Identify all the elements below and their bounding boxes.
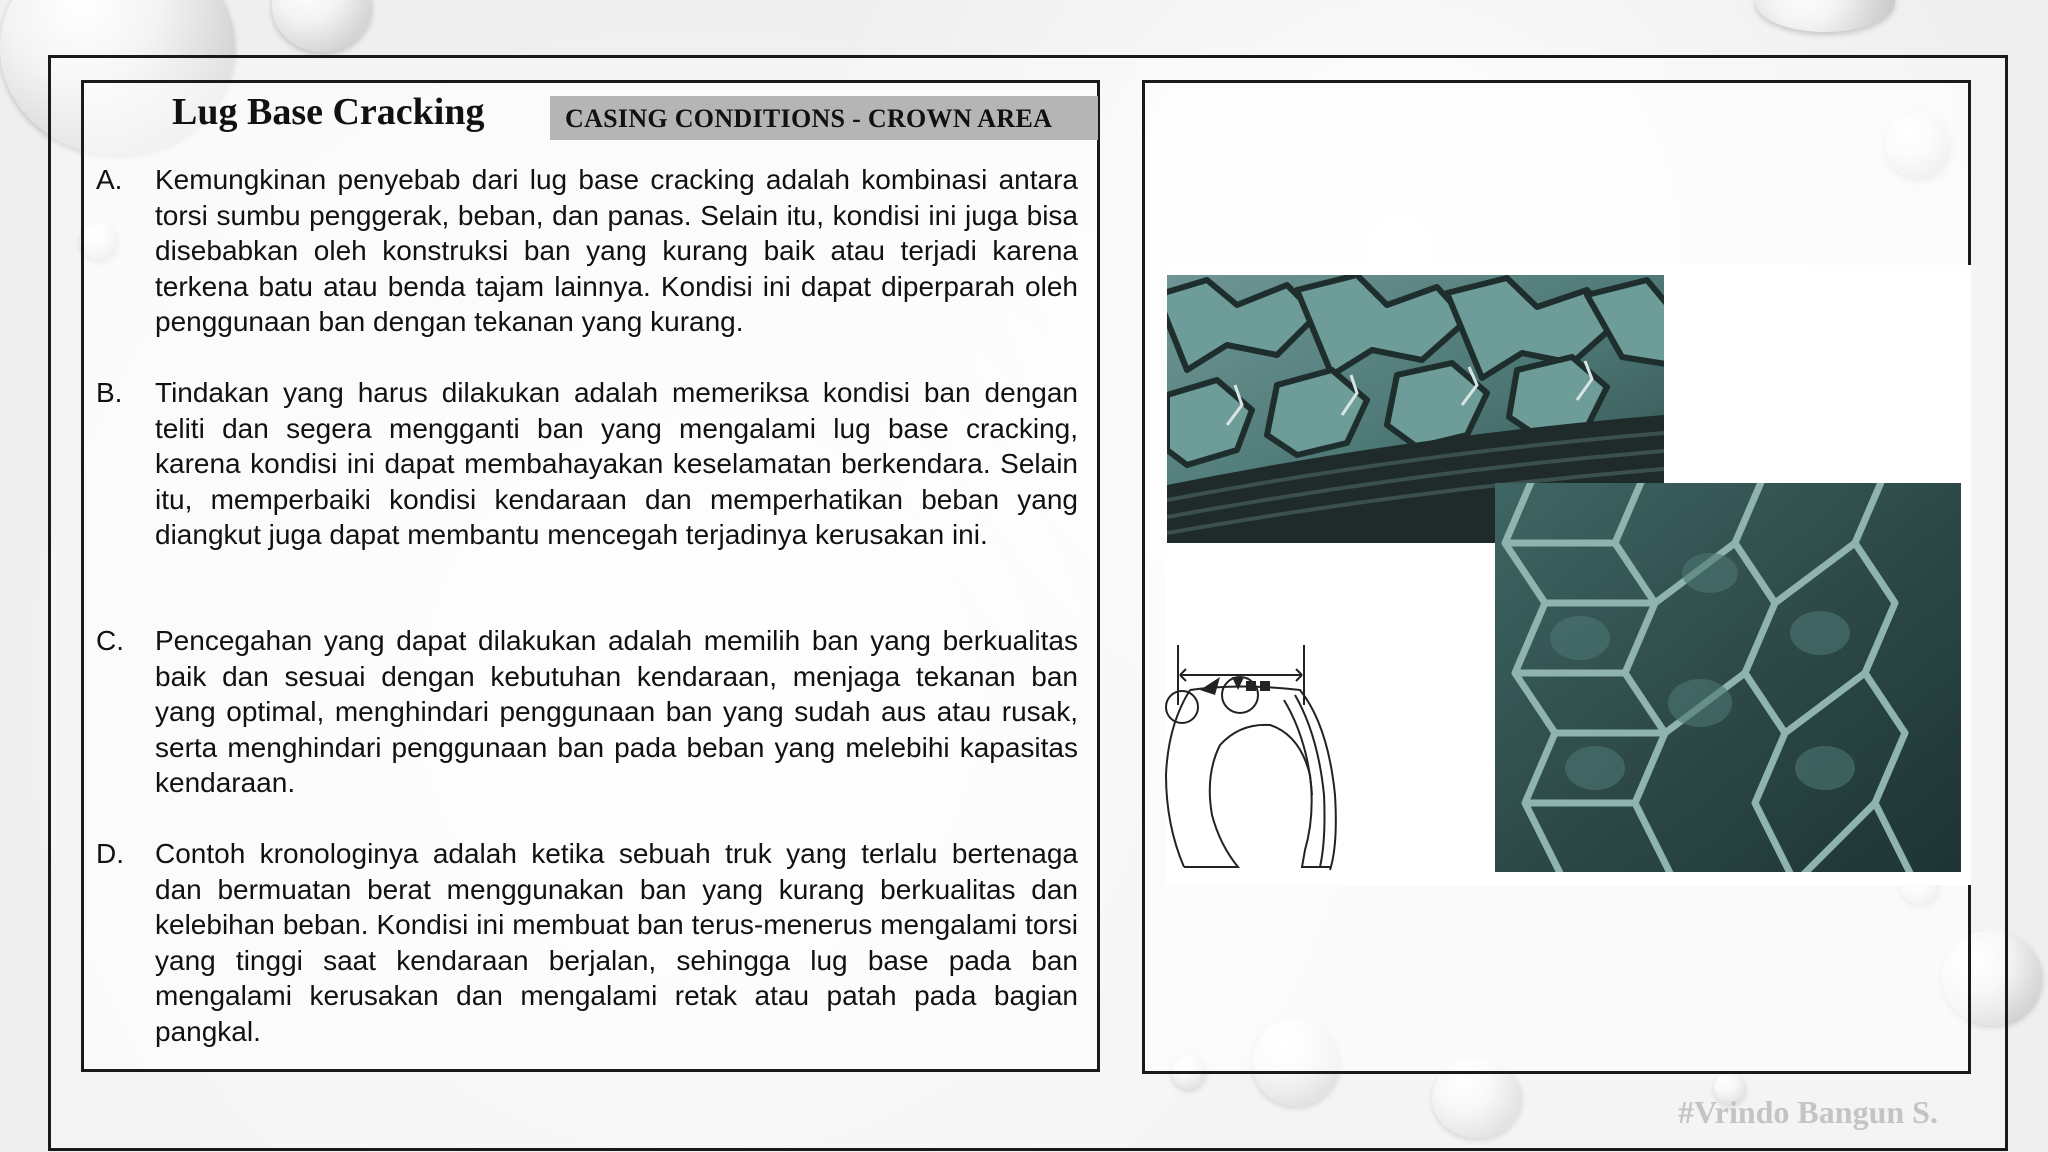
cross-section-graphic — [1160, 645, 1350, 875]
author-watermark: #Vrindo Bangun S. — [1678, 1094, 1938, 1130]
list-item-letter: B. — [96, 377, 123, 408]
section-header-tag — [550, 96, 1098, 140]
list-item-letter: A. — [96, 164, 123, 195]
list-item-text: Kemungkinan penyebab dari lug base cracking adalah kombinasi antara torsi sumbu penggerak, beban, dan panas. Selain itu, kondisi ini juga bisa disebabkan oleh konstruksi ban yang kurang baik atau terjadi karena terkena batu atau benda tajam lainnya. Kondisi ini dapat diperparah oleh penggunaan ban dengan tekanan yang kurang. — [155, 164, 1078, 337]
list-item-letter: C. — [96, 625, 124, 656]
section-header-label: CASING CONDITIONS - CROWN AREA — [565, 104, 1053, 133]
list-item-text: Pencegahan yang dapat dilakukan adalah memilih ban yang berkualitas baik dan sesuai dengan kebutuhan kendaraan, menjaga tekanan ban yang optimal, menghindari penggunaan ban yang sudah aus atau rusak, serta menghindari penggunaan ban pada beban yang melebihi kapasitas kendaraan. — [155, 625, 1078, 798]
tread-closeup-graphic — [1495, 483, 1961, 872]
slide-title: Lug Base Cracking — [172, 91, 485, 133]
tire-cross-section-diagram — [1160, 645, 1350, 875]
list-item-letter: D. — [96, 838, 124, 869]
list-item-text: Contoh kronologinya adalah ketika sebuah truk yang terlalu bertenaga dan bermuatan berat menggunakan ban yang kurang berkualitas dan kelebihan beban. Kondisi ini membuat ban terus-menerus mengalami torsi yang tinggi saat kendaraan berjalan, sehingga lug base pada ban mengalami kerusakan dan mengalami retak atau patah pada bagian pangkal. — [155, 838, 1078, 1047]
tire-tread-closeup-photo — [1495, 483, 1961, 872]
list-item-text: Tindakan yang harus dilakukan adalah memeriksa kondisi ban dengan teliti dan segera mengganti ban yang mengalami lug base cracking, karena kondisi ini dapat membahayakan keselamatan berkendara. Selain itu, memperbaiki kondisi kendaraan dan memperhatikan beban yang diangkut juga dapat membantu mencegah terjadinya kerusakan ini. — [155, 377, 1078, 550]
